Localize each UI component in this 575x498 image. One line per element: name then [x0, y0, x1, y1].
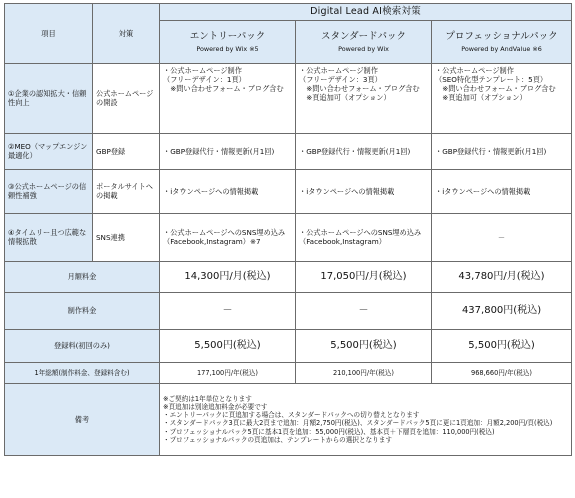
price-value: 5,500円(税込) — [468, 339, 535, 351]
feature-row — [5, 169, 572, 213]
plan-name: エントリーパック — [189, 30, 266, 42]
price-label — [5, 329, 160, 362]
price-row — [5, 261, 572, 292]
plan-powered-by: Powered by AndValue ※6 — [461, 44, 542, 53]
price-value: 210,100円/年(税込) — [332, 368, 394, 377]
cell-line: ・公式ホームページ制作 — [299, 65, 378, 75]
remark-line: ・エントリーパックに頁追加する場合は、スタンダードパックへの切り替えとなります — [163, 411, 420, 420]
cell-line: ・GBP登録代行・情報更新(月1回) — [299, 146, 411, 156]
price-value: 14,300円/月(税込) — [184, 270, 271, 282]
price-label-text: 制作料金 — [67, 306, 97, 316]
feature-item-text: ②MEO（マップエンジン最適化） — [8, 142, 88, 161]
price-value: 968,660円/年(税込) — [471, 368, 533, 377]
feature-cell-standard — [296, 213, 432, 261]
cell-line: ※問い合わせフォーム・ブログ含む — [299, 83, 420, 93]
plan-comparison-table — [4, 3, 572, 456]
remark-line: ・プロフェッショナルパック5頁に基本1頁を追加：55,000円(税込)、基本頁＋下層頁を追加：110,000円(税込) — [163, 427, 495, 436]
feature-cell-professional — [432, 213, 572, 261]
price-value: 177,100円/年(税込) — [196, 368, 258, 377]
price-value: － — [222, 304, 233, 316]
feature-cell-professional — [432, 133, 572, 169]
price-value-professional — [432, 261, 572, 292]
cell-line: ※頁追加可（オプション） — [299, 92, 391, 102]
feature-cell-standard — [296, 169, 432, 213]
feature-item — [5, 169, 93, 213]
remarks-row — [5, 383, 572, 455]
header-measure-label: 対策 — [118, 28, 134, 38]
price-value-standard — [296, 292, 432, 329]
cell-line: ・GBP登録代行・情報更新(月1回) — [435, 146, 547, 156]
price-value: 5,500円(税込) — [194, 339, 261, 351]
plan-header-professional — [432, 20, 572, 63]
cell-line: （Facebook,Instagram）※7 — [163, 237, 261, 247]
feature-cell-standard — [296, 63, 432, 133]
plan-powered-by: Powered by Wix — [338, 44, 389, 53]
feature-measure-text: ポータルサイトへの掲載 — [96, 182, 153, 201]
price-label-text: 登録料(初回のみ) — [54, 341, 110, 351]
price-row — [5, 329, 572, 362]
cell-line: ※問い合わせフォーム・ブログ含む — [435, 83, 556, 93]
feature-measure-text: GBP登録 — [96, 146, 126, 156]
cell-line: （フリーデザイン：1頁） — [163, 74, 246, 84]
feature-item — [5, 63, 93, 133]
header-measure — [93, 4, 160, 64]
cell-line: ・iタウンページへの情報掲載 — [299, 186, 395, 196]
feature-item-text: ①企業の認知拡大・信頼性向上 — [8, 89, 87, 108]
remark-line: ※ご契約は1年単位となります — [163, 394, 252, 403]
feature-cell-entry — [160, 63, 296, 133]
plan-name: プロフェッショナルパック — [445, 30, 558, 42]
feature-cell-entry — [160, 133, 296, 169]
price-label — [5, 362, 160, 383]
remarks-notes — [160, 383, 572, 455]
price-value-professional — [432, 362, 572, 383]
price-label — [5, 292, 160, 329]
price-value-professional — [432, 329, 572, 362]
plan-header-standard — [296, 20, 432, 63]
feature-measure — [93, 133, 160, 169]
feature-cell-professional — [432, 63, 572, 133]
cell-line: ・GBP登録代行・情報更新(月1回) — [163, 146, 275, 156]
cell-line: ・公式ホームページへのSNS埋め込み — [163, 228, 286, 238]
brand-title — [160, 4, 572, 21]
price-value: 17,050円/月(税込) — [320, 270, 407, 282]
cell-line: ・公式ホームページへのSNS埋め込み — [299, 228, 422, 238]
cell-line: ・公式ホームページ制作 — [435, 65, 514, 75]
cell-line: ※頁追加可（オプション） — [435, 92, 527, 102]
cell-line: ・公式ホームページ制作 — [163, 65, 242, 75]
price-value-entry — [160, 362, 296, 383]
price-value-standard — [296, 261, 432, 292]
cell-line: （SEO特化型テンプレート：5頁） — [435, 74, 548, 84]
cell-line: （Facebook,Instagram） — [299, 237, 386, 247]
price-value: 437,800円(税込) — [461, 304, 542, 316]
cell-line: ・iタウンページへの情報掲載 — [163, 186, 259, 196]
cell-line: － — [497, 232, 506, 242]
price-value: 5,500円(税込) — [330, 339, 397, 351]
price-row — [5, 292, 572, 329]
price-value-entry — [160, 292, 296, 329]
feature-measure-text: 公式ホームページの開設 — [96, 89, 154, 108]
remark-line: ※頁追加は別途追加料金が必要です — [163, 402, 268, 411]
feature-item-text: ③公式ホームページの信頼性補強 — [8, 182, 87, 201]
feature-measure — [93, 63, 160, 133]
feature-measure-text: SNS連携 — [96, 232, 125, 242]
remark-line: ・プロフェッショナルパックの頁追加は、テンプレートからの選択となります — [163, 435, 392, 444]
feature-cell-entry — [160, 169, 296, 213]
plan-name: スタンダードパック — [321, 30, 406, 42]
header-item — [5, 4, 93, 64]
price-label-text: 1年総額(制作料金、登録料含む) — [34, 368, 130, 377]
remark-line: ・スタンダードパック3頁に最大2頁まで追加：月額2,750円(税込)、スタンダードパック5頁に更に1頁追加：月額2,200円/頁(税込) — [163, 419, 553, 428]
brand-title-text: Digital Lead AI検索対策 — [310, 6, 421, 17]
price-value: － — [358, 304, 369, 316]
price-value: 43,780円/月(税込) — [458, 270, 545, 282]
remarks-label-text: 備考 — [74, 414, 90, 424]
remarks-label — [5, 383, 160, 455]
feature-measure — [93, 213, 160, 261]
header-item-label: 項目 — [41, 28, 56, 38]
price-value-standard — [296, 329, 432, 362]
feature-item — [5, 213, 93, 261]
plan-powered-by: Powered by Wix ※5 — [196, 44, 259, 53]
price-value-entry — [160, 329, 296, 362]
cell-line: ※問い合わせフォーム・ブログ含む — [163, 83, 284, 93]
price-value-entry — [160, 261, 296, 292]
feature-item-text: ④タイムリー且つ広範な情報拡散 — [8, 228, 87, 247]
price-value-standard — [296, 362, 432, 383]
feature-item — [5, 133, 93, 169]
feature-cell-entry — [160, 213, 296, 261]
price-value-professional — [432, 292, 572, 329]
feature-cell-standard — [296, 133, 432, 169]
plan-header-entry — [160, 20, 296, 63]
feature-row — [5, 213, 572, 261]
cell-line: （フリーデザイン：3頁） — [299, 74, 382, 84]
feature-row — [5, 133, 572, 169]
feature-cell-professional — [432, 169, 572, 213]
feature-measure — [93, 169, 160, 213]
price-label — [5, 261, 160, 292]
feature-row — [5, 63, 572, 133]
cell-line: ・iタウンページへの情報掲載 — [435, 186, 531, 196]
price-label-text: 月額料金 — [67, 272, 97, 282]
price-row — [5, 362, 572, 383]
